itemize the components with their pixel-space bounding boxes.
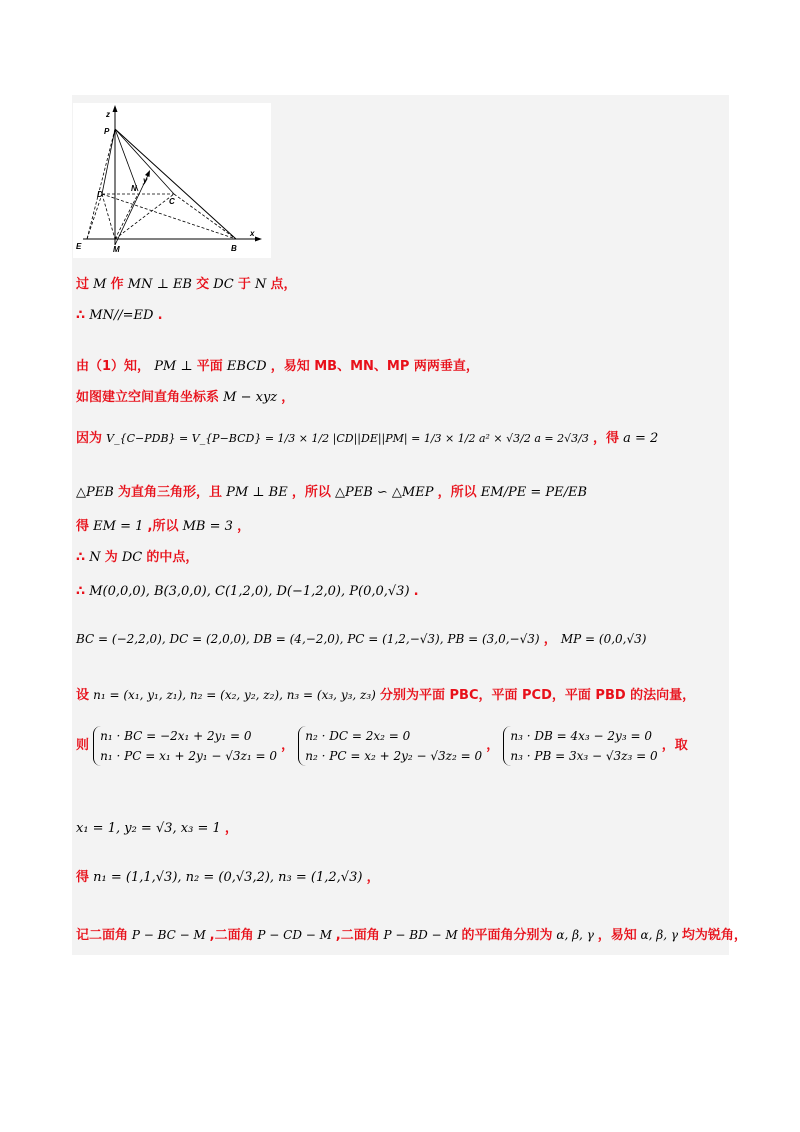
line-point-coordinates [76, 583, 419, 601]
line-normal-results [76, 869, 380, 887]
text: 的平面角分别为 [461, 928, 553, 943]
system-pcd [298, 726, 482, 766]
text: ， [281, 390, 295, 405]
text: 如图建立空间直角坐标系 [76, 390, 220, 405]
math: △PEB [76, 485, 114, 500]
text: ， [543, 632, 557, 647]
text: 为 [104, 550, 118, 565]
math: MN//=ED [89, 308, 154, 323]
math: M(0,0,0), B(3,0,0), C(1,2,0), D(−1,2,0), P(0,0,√3) [89, 584, 410, 599]
text: 得 [76, 870, 90, 885]
label-E: E [76, 242, 82, 251]
text: 的中点， [146, 550, 199, 565]
text: 点， [270, 277, 297, 292]
math: V_{C−PDB} = V_{P−BCD} = 1/3 × 1/2 |CD||DE||PM| = 1/3 × 1/2 a² × √3/2 a = 2√3/3 [106, 432, 589, 445]
text: ，得 [592, 431, 619, 446]
system-pbc [93, 726, 277, 766]
text: 作 [110, 277, 124, 292]
math: N [89, 550, 101, 565]
text: 得 [76, 519, 90, 534]
text: 设 [76, 688, 90, 703]
text: 均为锐角， [681, 928, 747, 943]
math: EBCD [226, 359, 267, 374]
math: PM ⊥ BE [226, 485, 288, 500]
equation: n₂ · DC = 2x₂ = 0 [305, 729, 411, 743]
label-P: P [104, 127, 110, 136]
math: DC [213, 277, 234, 292]
equation: n₁ · PC = x₁ + 2y₁ − √3z₁ = 0 [100, 749, 277, 763]
text: ∴ [76, 308, 86, 323]
line-chosen-values [76, 820, 238, 838]
geometry-figure [73, 103, 271, 258]
math: α, β, γ [556, 928, 594, 942]
math: a = 2 [623, 431, 659, 446]
line-similar-triangles [76, 484, 587, 502]
math: x₁ = 1, y₂ = √3, x₃ = 1 [76, 821, 221, 836]
system-pbd [503, 726, 657, 766]
math: △PEB ∽ △MEP [334, 485, 434, 500]
label-y: y [143, 176, 148, 185]
math: MB = 3 [182, 519, 233, 534]
text: ， [486, 738, 500, 753]
label-x: x [250, 229, 255, 238]
line-coordinate-system [76, 389, 294, 407]
line-construct-mn [76, 276, 297, 294]
text: ,二面角 [209, 928, 254, 943]
equation: n₁ · BC = −2x₁ + 2y₁ = 0 [100, 729, 252, 743]
math: n₁ = (1,1,√3), n₂ = (0,√3,2), n₃ = (1,2,√3) [93, 870, 363, 885]
text: 由（1）知， [76, 359, 151, 374]
text: ，易知 [597, 928, 637, 943]
math: n₁ = (x₁, y₁, z₁), n₂ = (x₂, y₂, z₂), n₃ = (x₃, y₃, z₃) [93, 688, 376, 702]
math: MP = (0,0,√3) [560, 632, 647, 646]
line-normal-vectors [76, 686, 695, 705]
label-B: B [231, 244, 237, 253]
pyramid-diagram [73, 103, 271, 258]
text: ，取 [661, 738, 688, 753]
label-D: D [97, 190, 103, 199]
math: M − xyz [223, 390, 278, 405]
text: ， [281, 738, 295, 753]
text: ,二面角 [335, 928, 380, 943]
line-equation-systems [76, 726, 688, 766]
math: N [254, 277, 267, 292]
math: BC = (−2,2,0), DC = (2,0,0), DB = (4,−2,0), PC = (1,2,−√3), PB = (3,0,−√3) [76, 632, 540, 646]
label-N: N [131, 184, 137, 193]
text: ∴ [76, 550, 86, 565]
math: α, β, γ [640, 928, 679, 942]
line-dihedral-angles [76, 926, 747, 945]
text: 交 [196, 277, 210, 292]
text: ，所以 [291, 485, 331, 500]
text: ， [224, 821, 238, 836]
text: ,所以 [147, 519, 179, 534]
text: 分别为平面 PBC，平面 PCD，平面 PBD 的法向量， [380, 688, 696, 703]
text: ， [366, 870, 380, 885]
text: 记二面角 [76, 928, 129, 943]
line-perpendicular [76, 358, 479, 376]
label-z: z [106, 110, 110, 119]
math: EM = 1 [93, 519, 144, 534]
line-vectors [76, 630, 646, 649]
equation: n₃ · DB = 4x₃ − 2y₃ = 0 [510, 729, 652, 743]
text: 则 [76, 738, 90, 753]
math: MN ⊥ EB [127, 277, 192, 292]
text: ，易知 MB、MN、MP 两两垂直， [270, 359, 479, 374]
text: ， [237, 519, 251, 534]
text: 于 [237, 277, 251, 292]
math: DC [121, 550, 143, 565]
equation: n₂ · PC = x₂ + 2y₂ − √3z₂ = 0 [305, 749, 483, 763]
label-M: M [113, 245, 120, 254]
label-C: C [169, 197, 175, 206]
math: PM ⊥ [154, 359, 193, 374]
math: EM/PE = PE/EB [480, 485, 588, 500]
text: 为直角三角形，且 [117, 485, 222, 500]
line-mn-parallel-ed [76, 307, 163, 325]
text: . [413, 584, 419, 599]
math: P − BC − M [131, 928, 206, 942]
line-em-mb [76, 518, 250, 536]
text: 过 [76, 277, 90, 292]
equation: n₃ · PB = 3x₃ − √3z₃ = 0 [510, 749, 658, 763]
text: ∴ [76, 584, 86, 599]
math: P − BD − M [383, 928, 458, 942]
math: M [93, 277, 107, 292]
math: P − CD − M [257, 928, 332, 942]
text: 平面 [196, 359, 223, 374]
text: . [157, 308, 163, 323]
text: ，所以 [437, 485, 477, 500]
line-midpoint [76, 549, 198, 567]
line-volume-equation [76, 430, 658, 448]
text: 因为 [76, 431, 103, 446]
